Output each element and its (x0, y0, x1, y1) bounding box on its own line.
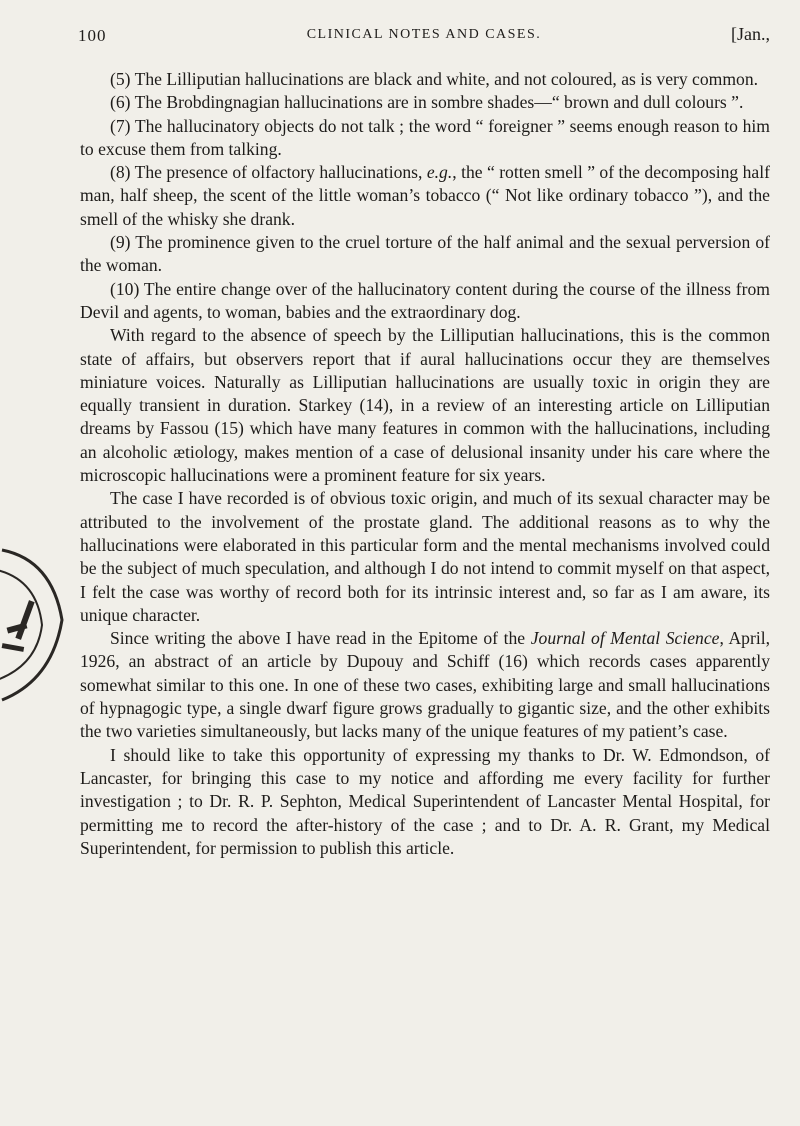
list-item-6: (6) The Brobdingnagian hallucinations are in sombre shades—“ brown and dull colours ”. (110, 92, 744, 113)
running-title: CLINICAL NOTES AND CASES. (306, 27, 542, 42)
list-item-8-part-b: , the “ rotten smell ” of the decomposing half man, half sheep, the scent of the little woman’s tobacco (“ Not like ordinary tobacco ”), and the smell of the whisky she drank. (80, 162, 770, 229)
article-body (80, 68, 770, 860)
list-item-8-eg: e.g. (426, 162, 453, 183)
list-item-8 (80, 161, 770, 231)
library-stamp (0, 540, 72, 710)
page-number: 100 (78, 26, 107, 45)
paragraph-acknowledgements: I should like to take this opportunity of expressing my thanks to Dr. W. Edmondson, of Lancaster, for bringing this case to my notice and affording me every facility for further investigation ; to Dr. R. P. Sephton, Medical Superintendent of Lancaster Mental Hospital, for permitting me to record the after-history of the case ; and to Dr. A. R. Grant, my Medical Superintendent, for permission to publish this article. (80, 744, 770, 858)
list-item-7: (7) The hallucinatory objects do not talk ; the word “ foreigner ” seems enough reason to him to excuse them from talking. (80, 115, 770, 159)
paragraph-epitome-part-b: , April, 1926, an abstract of an article by Dupouy and Schiff (16) which records cases apparently somewhat similar to this one. In one of these two cases, exhibiting large and small hallucinations of hypnagogic type, a single dwarf figure grows gradually to gigantic size, and the other exhibits the two varieties simultaneously, but lacks many of the unique features of my patient’s case. (80, 628, 771, 742)
list-item-8-part-a: (8) The presence of olfactory hallucinations, (110, 162, 427, 183)
issue-month: [Jan., (731, 24, 770, 44)
list-item-9: (9) The prominence given to the cruel torture of the half animal and the sexual perversion of the woman. (80, 232, 770, 276)
paragraph-epitome-part-a: Since writing the above I have read in the Epitome of the (110, 628, 531, 649)
list-item-5: (5) The Lilliputian hallucinations are black and white, and not coloured, as is very common. (110, 69, 759, 89)
journal-title: Journal of Mental Science (530, 628, 720, 649)
paragraph-speech: With regard to the absence of speech by the Lilliputian hallucinations, this is the common state of affairs, but observers report that if aural hallucinations occur they are themselves miniature voices. Naturally as Lilliputian hallucinations are usually toxic in origin they are equally transient in duration. Starkey (14), in a review of an interesting article on Lilliputian dreams by Fassou (15) which have many features in common with the hallucinations, including an alcoholic ætiology, makes mention of a case of delusional insanity under his care where the microscopic hallucinations were a prominent feature for six years. (80, 325, 770, 486)
paragraph-epitome (80, 627, 770, 743)
list-item-10: (10) The entire change over of the hallucinatory content during the course of the illness from Devil and agents, to woman, babies and the extraordinary dog. (80, 278, 770, 322)
paragraph-toxic-origin: The case I have recorded is of obvious toxic origin, and much of its sexual character may be attributed to the involvement of the prostate gland. The additional reasons as to why the hallucinations were elaborated in this particular form and the mental mechanisms involved could be the subject of much speculation, and although I do not intend to commit myself on that aspect, I felt the case was worthy of record both for its intrinsic interest and, so far as I am aware, its unique character. (80, 488, 770, 625)
page-header (78, 22, 770, 50)
